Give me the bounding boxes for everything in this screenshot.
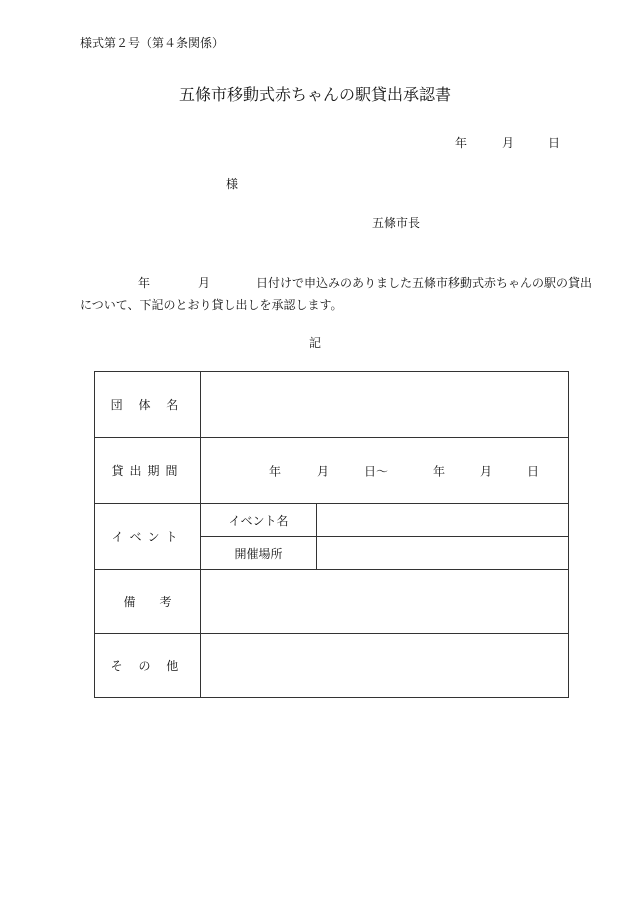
issuer-name: 五條市長 xyxy=(372,216,421,230)
period-end-year: 年 xyxy=(433,464,446,478)
body-line-1: 日付けで申込みのありました五條市移動式赤ちゃんの駅の貸出 xyxy=(256,276,593,290)
other-label: そ の 他 xyxy=(95,634,201,698)
other-field xyxy=(201,634,569,698)
group-name-field xyxy=(201,372,569,438)
loan-details-table xyxy=(94,371,569,698)
addressee-honorific: 様 xyxy=(226,177,239,191)
date-day: 日 xyxy=(548,136,561,150)
period-end-day: 日 xyxy=(527,464,540,478)
loan-period-label: 貸出期間 xyxy=(95,438,201,504)
body-date-year: 年 xyxy=(138,276,151,290)
body-date-month: 月 xyxy=(198,276,211,290)
period-end-month: 月 xyxy=(480,464,493,478)
form-number: 様式第２号（第４条関係） xyxy=(80,36,225,50)
date-month: 月 xyxy=(502,136,515,150)
venue-field xyxy=(317,537,569,570)
loan-period-field xyxy=(201,438,569,504)
venue-label: 開催場所 xyxy=(201,537,317,570)
date-year: 年 xyxy=(455,136,468,150)
document-title: 五條市移動式赤ちゃんの駅貸出承認書 xyxy=(178,85,451,104)
period-start-month: 月 xyxy=(317,464,330,478)
event-name-field xyxy=(317,504,569,537)
period-start-year: 年 xyxy=(269,464,282,478)
remarks-field xyxy=(201,570,569,634)
remarks-label: 備 考 xyxy=(95,570,201,634)
ki-heading: 記 xyxy=(308,336,321,350)
period-start-day: 日～ xyxy=(364,464,389,478)
body-line-2: について、下記のとおり貸し出しを承認します。 xyxy=(80,298,343,312)
event-name-label: イベント名 xyxy=(201,504,317,537)
group-name-label: 団 体 名 xyxy=(95,372,201,438)
event-label: イベント xyxy=(95,504,201,570)
